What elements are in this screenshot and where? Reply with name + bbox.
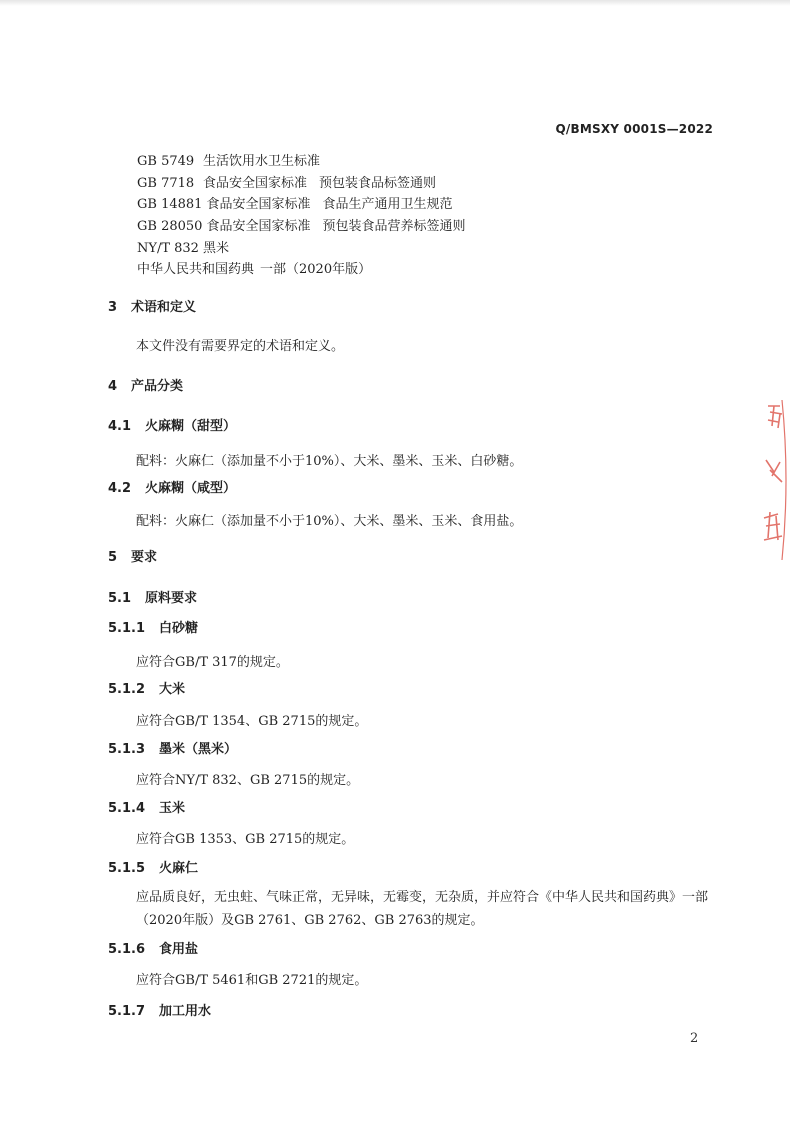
section-body-3: 本文件没有需要界定的术语和定义。	[136, 339, 345, 354]
reference-code: NY/T 832	[137, 240, 199, 256]
page-number: 2	[690, 1031, 699, 1046]
reference-subtitle: 预包装食品营养标签通则	[322, 219, 466, 235]
section-heading-5-1: 5.1 原料要求	[108, 591, 198, 606]
section-heading-4: 4 产品分类	[108, 379, 184, 394]
reference-title: 黑米	[203, 240, 230, 256]
section-heading-3: 3 术语和定义	[108, 300, 197, 315]
reference-code: GB 7718	[137, 175, 195, 191]
section-body-5-1-3: 应符合NY/T 832、GB 2715的规定。	[136, 773, 360, 788]
section-body-5-1-5: 应品质良好，无虫蛀、气味正常，无异味，无霉变，无杂质，并应符合《中华人民共和国药典》一部（2020年版）及GB 2761、GB 2762、GB 2763的规定。	[136, 890, 709, 928]
section-heading-5-1-7: 5.1.7 加工用水	[108, 1004, 212, 1019]
scan-edge	[0, 0, 790, 6]
reference-subtitle: 食品生产通用卫生规范	[322, 197, 453, 213]
reference-list	[137, 151, 465, 281]
reference-code: GB 14881	[137, 197, 203, 213]
section-heading-4-1: 4.1 火麻糊（甜型）	[108, 419, 237, 434]
section-body-5-1-1: 应符合GB/T 317的规定。	[136, 655, 289, 670]
document-code: Q/BMSXY 0001S—2022	[555, 122, 713, 136]
reference-item	[137, 259, 465, 281]
reference-item	[137, 194, 465, 216]
reference-title: 生活饮用水卫生标准	[203, 154, 321, 169]
reference-item	[137, 238, 465, 260]
section-heading-5-1-1: 5.1.1 白砂糖	[108, 621, 199, 636]
section-heading-5-1-3: 5.1.3 墨米（黑米）	[108, 742, 238, 757]
section-heading-5-1-6: 5.1.6 食用盐	[108, 942, 199, 957]
reference-title: 食品安全国家标准	[206, 219, 311, 235]
reference-title: 食品安全国家标准	[203, 175, 308, 191]
section-heading-5: 5 要求	[108, 550, 158, 565]
section-body-5-1-4: 应符合GB 1353、GB 2715的规定。	[136, 832, 355, 847]
reference-item	[137, 216, 465, 238]
section-heading-5-1-2: 5.1.2 大米	[108, 682, 186, 697]
reference-title: 一部（2020年版）	[260, 262, 372, 278]
section-body-5-1-2: 应符合GB/T 1354、GB 2715的规定。	[136, 714, 368, 729]
section-heading-5-1-4: 5.1.4 玉米	[108, 801, 186, 816]
reference-subtitle: 预包装食品标签通则	[319, 175, 437, 191]
reference-item	[137, 151, 465, 173]
reference-code: GB 5749	[137, 154, 195, 169]
section-body-4-2: 配料：火麻仁（添加量不小于10%）、大米、墨米、玉米、食用盐。	[136, 514, 523, 529]
seal-stamp-icon	[752, 400, 790, 560]
section-heading-4-2: 4.2 火麻糊（咸型）	[108, 481, 237, 496]
reference-code: 中华人民共和国药典	[137, 262, 255, 278]
reference-title: 食品安全国家标准	[206, 197, 311, 213]
reference-code: GB 28050	[137, 219, 203, 235]
section-body-4-1: 配料：火麻仁（添加量不小于10%）、大米、墨米、玉米、白砂糖。	[136, 454, 523, 469]
section-heading-5-1-5: 5.1.5 火麻仁	[108, 861, 199, 876]
section-body-5-1-6: 应符合GB/T 5461和GB 2721的规定。	[136, 973, 368, 988]
reference-item	[137, 173, 465, 195]
